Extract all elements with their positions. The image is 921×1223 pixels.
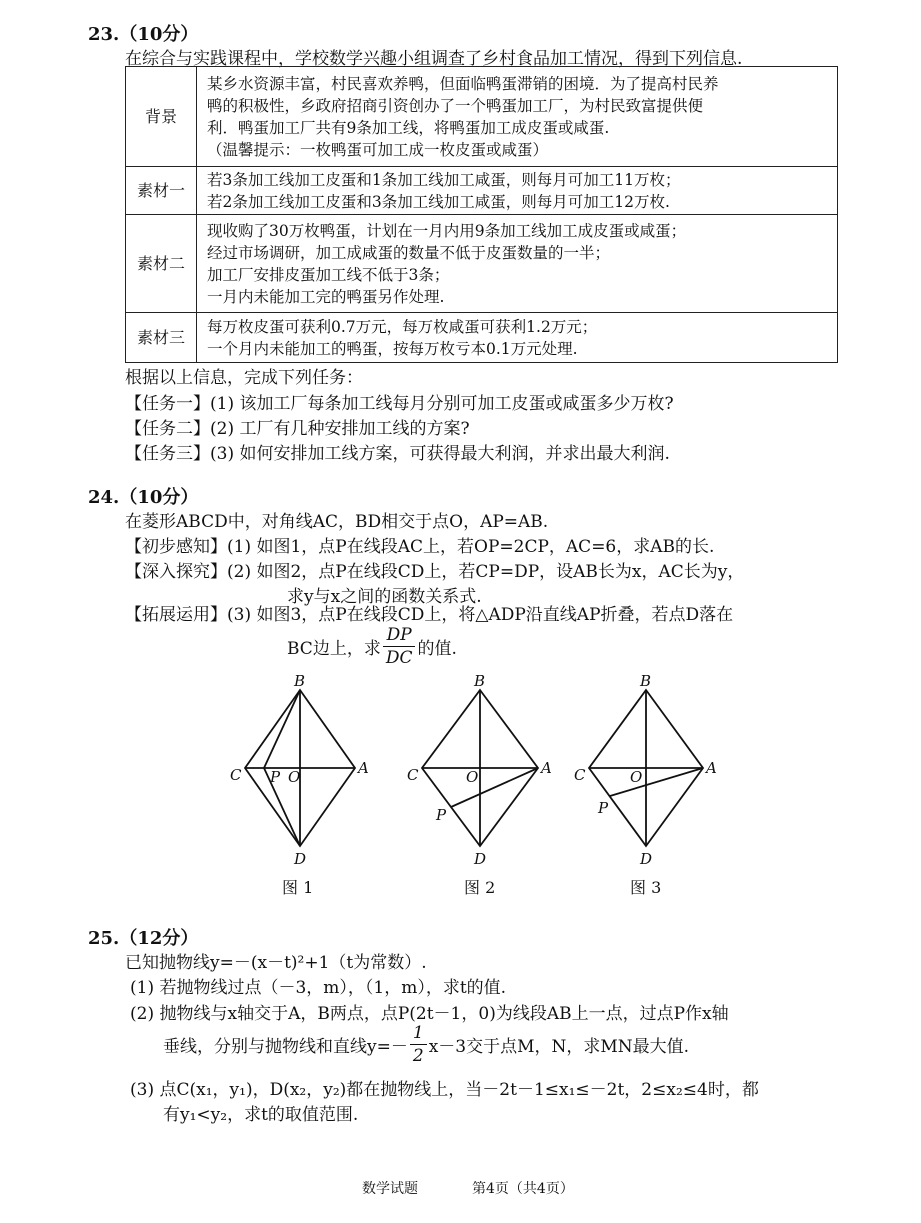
label-p: P [598, 799, 609, 817]
label-c: C [407, 766, 419, 784]
q23-heading: 23.（10分） [88, 24, 199, 45]
row-content [197, 313, 838, 363]
label-d: D [640, 850, 653, 868]
text-line: 若3条加工线加工皮蛋和1条加工线加工咸蛋，则每月可加工11万枚； [207, 170, 681, 189]
fraction-denominator: 2 [412, 1046, 424, 1066]
q25-part1: (1) 若抛物线过点（－3，m），（1，m），求t的值. [130, 978, 507, 998]
segment-bp [264, 690, 300, 768]
text-line: 每万枚皮蛋可获利0.7万元，每万枚咸蛋可获利1.2万元； [207, 317, 598, 336]
segment-ap [610, 768, 703, 796]
fraction-numerator: DP [383, 624, 416, 647]
label-p: P [270, 768, 281, 786]
label-d: D [474, 850, 487, 868]
footer-subject: 数学试题 [362, 1181, 418, 1197]
label-a: A [358, 759, 369, 777]
label-o: O [630, 768, 643, 786]
footer-page-number: 第4页（共4页） [472, 1181, 574, 1197]
figure-caption-1: 图 1 [282, 878, 314, 897]
label-d: D [294, 850, 307, 868]
text-segment: 的值. [417, 639, 457, 659]
text-segment: x－3交于点M，N，求MN最大值. [428, 1037, 690, 1057]
row-content [197, 67, 838, 167]
q24-part3-line2 [287, 624, 457, 669]
q24-part2-line2: 求y与x之间的函数关系式. [287, 587, 482, 607]
q25-part2-line2 [163, 1022, 689, 1067]
q24-part1: 【初步感知】(1) 如图1，点P在线段AC上，若OP=2CP，AC=6，求AB的长. [125, 537, 715, 557]
label-o: O [288, 768, 301, 786]
label-c: C [574, 766, 586, 784]
text-line: （温馨提示：一枚鸭蛋可加工成一枚皮蛋或咸蛋） [207, 140, 549, 159]
q24-part2-line1: 【深入探究】(2) 如图2，点P在线段CD上，若CP=DP，设AB长为x，AC长为y， [125, 562, 745, 582]
row-label: 素材一 [126, 167, 197, 215]
label-b: B [474, 672, 486, 690]
label-b: B [294, 672, 306, 690]
text-line: 加工厂安排皮蛋加工线不低于3条； [207, 265, 450, 284]
text-line: 经过市场调研，加工成咸蛋的数量不低于皮蛋数量的一半； [207, 243, 611, 262]
text-line: 一月内未能加工完的鸭蛋另作处理. [207, 287, 445, 306]
table-row-background [126, 67, 838, 167]
text-line: 一个月内未能加工的鸭蛋，按每万枚亏本0.1万元处理. [207, 339, 578, 358]
fraction-denominator: DC [385, 648, 413, 668]
row-content [197, 167, 838, 215]
q23-after-text: 根据以上信息，完成下列任务： [125, 368, 363, 388]
row-content [197, 215, 838, 313]
text-segment: 垂线，分别与抛物线和直线y=－ [163, 1037, 408, 1057]
q25-part3-line1: (3) 点C(x₁，y₁)，D(x₂，y₂)都在抛物线上，当－2t－1≤x₁≤－2t，2≤x₂≤4时，都 [130, 1080, 759, 1100]
figure-3 [589, 690, 703, 846]
row-label: 素材三 [126, 313, 197, 363]
q23-info-table [125, 66, 838, 363]
row-label: 背景 [126, 67, 197, 167]
label-a: A [541, 759, 552, 777]
label-p: P [436, 806, 447, 824]
text-line: 某乡水资源丰富，村民喜欢养鸭，但面临鸭蛋滞销的困境．为了提高村民养 [207, 74, 719, 93]
q23-task1: 【任务一】(1) 该加工厂每条加工线每月分别可加工皮蛋或咸蛋多少万枚? [125, 394, 674, 414]
fraction-numerator: 1 [410, 1022, 427, 1045]
table-row-material2 [126, 215, 838, 313]
label-a: A [706, 759, 717, 777]
fraction-one-half [410, 1022, 427, 1067]
table-row-material3 [126, 313, 838, 363]
q24-heading: 24.（10分） [88, 487, 199, 508]
figure-caption-2: 图 2 [464, 878, 496, 897]
label-o: O [466, 768, 479, 786]
table-row-material1 [126, 167, 838, 215]
row-label: 素材二 [126, 215, 197, 313]
text-line: 利．鸭蛋加工厂共有9条加工线，将鸭蛋加工成皮蛋或咸蛋. [207, 118, 610, 137]
q25-part2-line1: (2) 抛物线与x轴交于A，B两点，点P(2t－1，0)为线段AB上一点，过点P作x轴 [130, 1004, 729, 1024]
q25-heading: 25.（12分） [88, 928, 199, 949]
fraction-dp-dc [383, 624, 416, 669]
segment-ap [451, 768, 538, 807]
text-line: 鸭的积极性，乡政府招商引资创办了一个鸭蛋加工厂，为村民致富提供便 [207, 96, 704, 115]
q25-intro: 已知抛物线y=－(x－t)²+1（t为常数）. [125, 953, 427, 973]
text-line: 若2条加工线加工皮蛋和3条加工线加工咸蛋，则每月可加工12万枚. [207, 192, 670, 211]
text-segment: BC边上，求 [287, 639, 381, 659]
q23-intro: 在综合与实践课程中，学校数学兴趣小组调查了乡村食品加工情况，得到下列信息. [125, 49, 743, 69]
q24-part3-line1: 【拓展运用】(3) 如图3，点P在线段CD上，将△ADP沿直线AP折叠，若点D落在 [125, 605, 734, 625]
q24-figures [200, 670, 720, 900]
text-line: 现收购了30万枚鸭蛋，计划在一月内用9条加工线加工成皮蛋或咸蛋； [207, 221, 687, 240]
q23-task2: 【任务二】(2) 工厂有几种安排加工线的方案? [125, 419, 470, 439]
q23-task3: 【任务三】(3) 如何安排加工线方案，可获得最大利润，并求出最大利润. [125, 444, 670, 464]
label-c: C [230, 766, 242, 784]
q24-intro: 在菱形ABCD中，对角线AC，BD相交于点O，AP=AB. [125, 512, 549, 532]
label-b: B [640, 672, 652, 690]
figure-caption-3: 图 3 [630, 878, 662, 897]
q25-part3-line2: 有y₁<y₂，求t的取值范围. [163, 1105, 359, 1125]
